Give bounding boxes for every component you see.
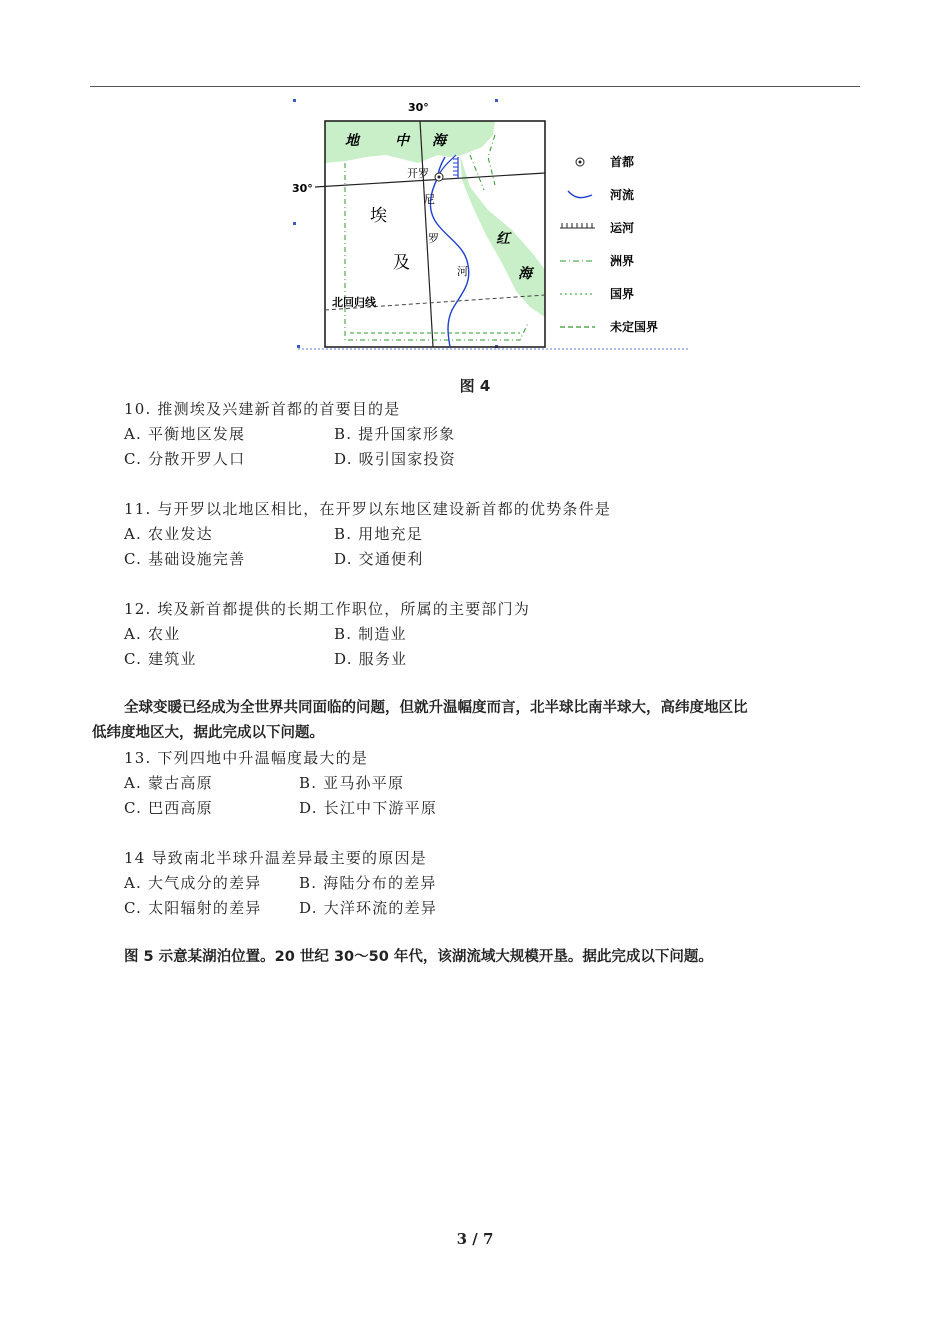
continent-border (470, 155, 484, 190)
option-d: D. 长江中下游平原 (299, 799, 438, 817)
option-d: D. 吸引国家投资 (334, 450, 456, 468)
nile-label: 罗 (428, 232, 439, 245)
nile-label: 河 (457, 265, 468, 278)
question-12 (124, 597, 530, 672)
header-rule (90, 86, 860, 87)
option-a: A. 大气成分的差异 (124, 874, 262, 892)
question-11 (124, 497, 611, 572)
intro-line: 全球变暖已经成为全世界共同面临的问题，但就升温幅度而言，北半球比南半球大，高纬度地区比 (124, 700, 748, 716)
question-stem: 11. 与开罗以北地区相比，在开罗以东地区建设新首都的优势条件是 (124, 500, 612, 518)
option-d: D. 交通便利 (334, 550, 424, 568)
option-d: D. 大洋环流的差异 (299, 899, 438, 917)
section-intro-lake (124, 945, 894, 970)
egypt-label: 及 (393, 253, 410, 273)
intro-line: 低纬度地区大，据此完成以下问题。 (92, 725, 324, 741)
question-13 (124, 746, 438, 821)
page-number: 3 / 7 (456, 1230, 494, 1248)
legend-label: 河流 (610, 188, 635, 202)
question-stem: 10. 推测埃及兴建新首都的首要目的是 (124, 400, 401, 418)
legend-label: 首都 (610, 155, 635, 169)
option-c: C. 太阳辐射的差异 (124, 899, 262, 917)
sea-label: 海 (432, 133, 446, 149)
longitude-label: 30° (408, 101, 429, 114)
option-c: C. 基础设施完善 (124, 550, 246, 568)
section-intro-warming (92, 696, 862, 746)
option-a: A. 平衡地区发展 (124, 425, 246, 443)
question-14 (124, 846, 438, 921)
legend-label: 国界 (610, 287, 635, 301)
legend-label: 运河 (610, 221, 635, 235)
option-a: A. 农业发达 (124, 525, 213, 543)
option-a: A. 农业 (124, 625, 181, 643)
option-b: B. 亚马孙平原 (299, 774, 405, 792)
legend-label: 未定国界 (610, 320, 659, 334)
option-c: C. 巴西高原 (124, 799, 213, 817)
red-sea-label: 海 (518, 266, 532, 282)
selection-handle (495, 99, 498, 102)
latitude-label: 30° (292, 182, 313, 195)
selection-handle (293, 99, 296, 102)
selection-handle (297, 345, 300, 348)
canal-legend-icon (560, 223, 595, 228)
sea-label: 中 (395, 133, 409, 149)
option-b: B. 用地充足 (334, 525, 423, 543)
question-stem: 14 导致南北半球升温差异最主要的原因是 (124, 849, 427, 867)
nile-label: 尼 (424, 193, 435, 206)
question-10 (124, 397, 456, 472)
option-a: A. 蒙古高原 (124, 774, 213, 792)
tropic-label: 北回归线 (332, 296, 376, 309)
red-sea-label: 红 (496, 231, 510, 247)
egypt-map-figure (290, 95, 700, 360)
parallel-30 (315, 173, 545, 187)
map-legend (560, 154, 658, 334)
question-stem: 13. 下列四地中升温幅度最大的是 (124, 749, 369, 767)
option-b: B. 海陆分布的差异 (299, 874, 437, 892)
selection-handle (293, 222, 296, 225)
option-c: C. 建筑业 (124, 650, 197, 668)
figure-caption: 图 4 (459, 377, 491, 395)
option-d: D. 服务业 (334, 650, 408, 668)
national-border-east (488, 135, 495, 185)
suez-canal-ticks (453, 159, 458, 175)
question-stem: 12. 埃及新首都提供的长期工作职位，所属的主要部门为 (124, 600, 531, 618)
option-b: B. 提升国家形象 (334, 425, 456, 443)
cairo-label: 开罗 (407, 167, 429, 180)
legend-label: 洲界 (610, 254, 635, 268)
river-legend-icon (568, 191, 592, 198)
option-c: C. 分散开罗人口 (124, 450, 246, 468)
egypt-label: 埃 (370, 206, 387, 226)
option-b: B. 制造业 (334, 625, 407, 643)
intro-line: 图 5 示意某湖泊位置。20 世纪 30～50 年代，该湖流域大规模开垦。据此完成以下问题。 (124, 949, 713, 965)
sea-label: 地 (345, 133, 359, 149)
nile-river (430, 157, 468, 347)
